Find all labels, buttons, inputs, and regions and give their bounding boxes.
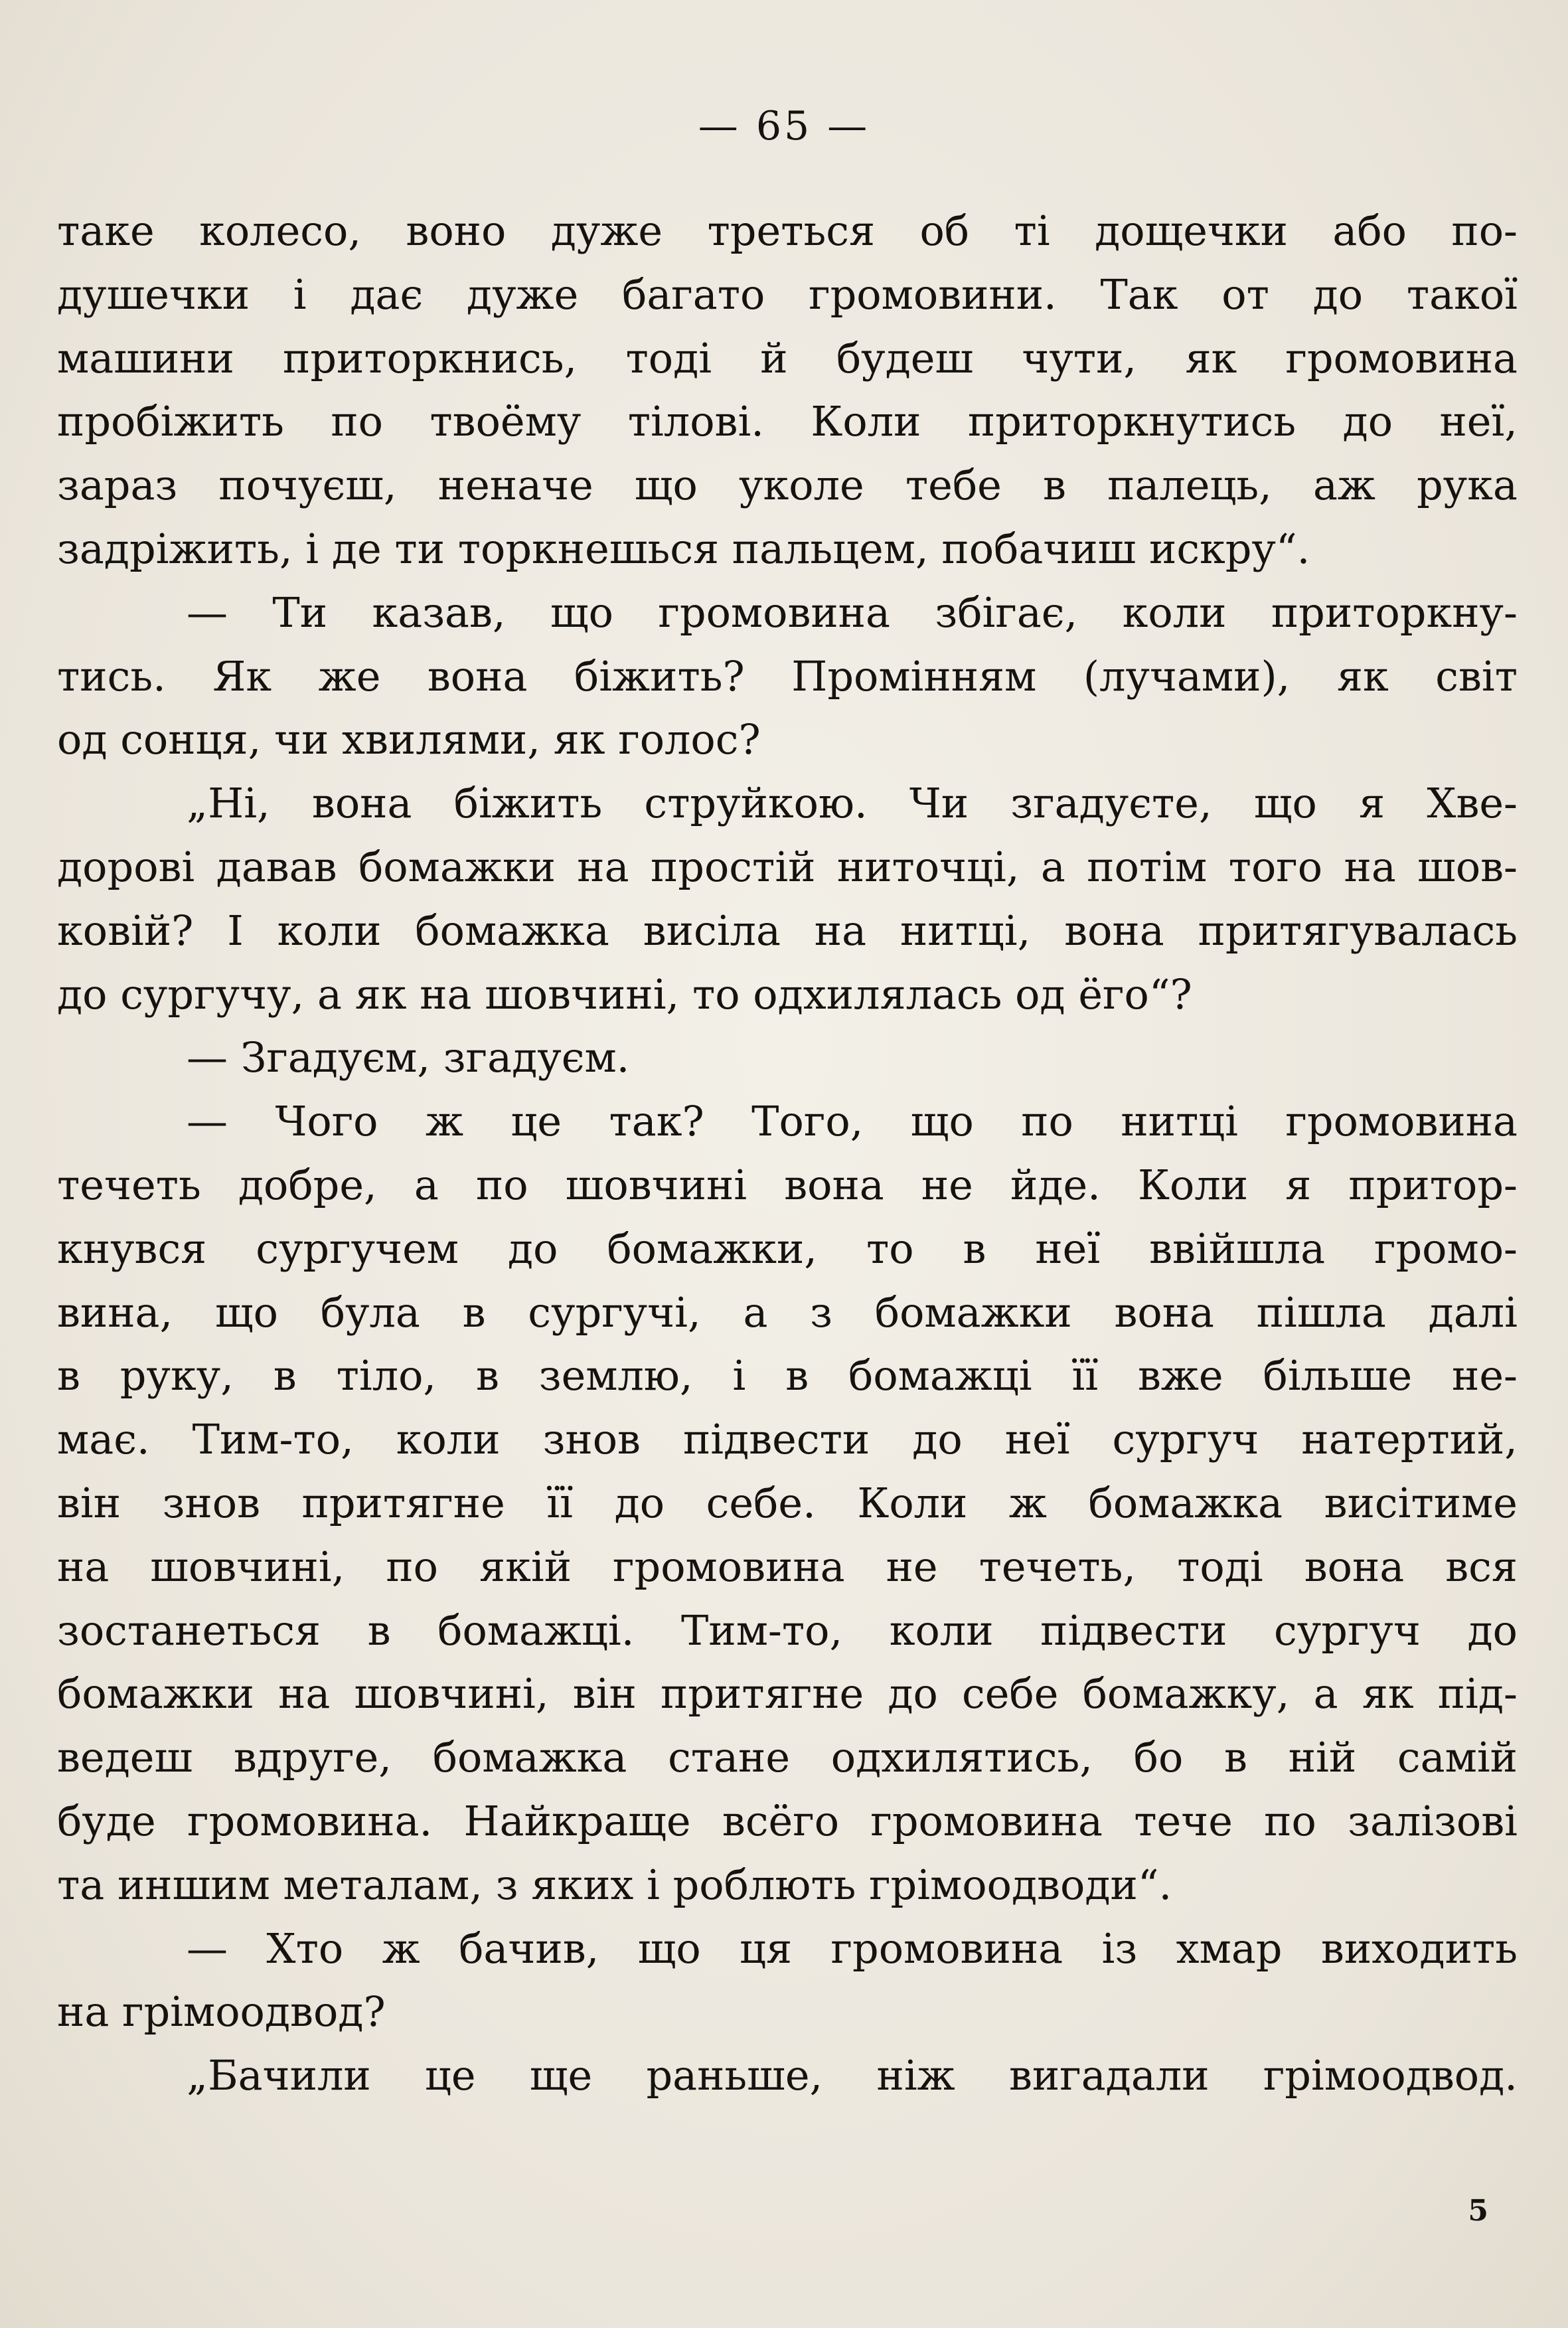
text-line: — Згадуєм, згадуєм. bbox=[187, 1033, 630, 1082]
text-line: має. Тим-то, коли знов підвести до неї сургуч натертий, bbox=[57, 1415, 1518, 1464]
text-line: „Бачили це ще раньше, ніж вигадали грімоодвод. bbox=[187, 2051, 1518, 2100]
text-line: та иншим металам, з яких і роблють грімоодводи“. bbox=[57, 1860, 1172, 1909]
text-line: машини приторкнись, тоді й будеш чути, як громовина bbox=[57, 333, 1518, 382]
text-line: — Ти казав, що громовина збігає, коли приторкну- bbox=[187, 588, 1518, 637]
text-line: на грімоодвод? bbox=[57, 1987, 386, 2037]
text-line: душечки і дає дуже багато громовини. Так от до такої bbox=[57, 270, 1518, 319]
text-line: в руку, в тіло, в землю, і в бомажці її вже більше не- bbox=[57, 1351, 1518, 1400]
body-text bbox=[57, 199, 1518, 2108]
page-number: — 65 — bbox=[698, 103, 870, 149]
text-line: „Ні, вона біжить струйкою. Чи згадуєте, що я Хве- bbox=[187, 779, 1518, 828]
text-line: од сонця, чи хвилями, як голос? bbox=[57, 715, 761, 764]
text-line: він знов притягне її до себе. Коли ж бомажка висітиме bbox=[57, 1478, 1518, 1527]
text-line: — Чого ж це так? Того, що по нитці громовина bbox=[187, 1097, 1518, 1146]
text-line: на шовчині, по якій громовина не течеть, тоді вона вся bbox=[57, 1542, 1518, 1591]
text-line: до сургучу, а як на шовчині, то одхилялась од ёго“? bbox=[57, 969, 1192, 1019]
text-line: вина, що була в сургучі, а з бомажки вона пішла далі bbox=[57, 1288, 1518, 1337]
text-line: ковій? І коли бомажка висіла на нитці, вона притягувалась bbox=[57, 906, 1518, 955]
text-line: пробіжить по твоёму тілові. Коли приторкнутись до неї, bbox=[57, 397, 1518, 446]
text-line: бомажки на шовчині, він притягне до себе бомажку, а як під- bbox=[57, 1669, 1518, 1718]
text-line: ведеш вдруге, бомажка стане одхилятись, бо в ній самій bbox=[57, 1733, 1518, 1782]
signature-mark: 5 bbox=[1468, 2194, 1488, 2228]
text-line: зостанеться в бомажці. Тим-то, коли підвести сургуч до bbox=[57, 1606, 1518, 1655]
text-line: буде громовина. Найкраще всёго громовина тече по залізові bbox=[57, 1796, 1518, 1845]
text-line: таке колесо, воно дуже треться об ті дощечки або по- bbox=[57, 207, 1518, 255]
text-line: течеть добре, а по шовчині вона не йде. Коли я притор- bbox=[57, 1160, 1518, 1209]
text-line: дорові давав бомажки на простій ниточці, а потім того на шов- bbox=[57, 842, 1518, 891]
text-line: — Хто ж бачив, що ця громовина із хмар виходить bbox=[187, 1924, 1518, 1973]
text-line: кнувся сургучем до бомажки, то в неї ввійшла громо- bbox=[57, 1224, 1518, 1273]
text-line: тись. Як же вона біжить? Промінням (лучами), як світ bbox=[57, 651, 1518, 701]
text-line: зараз почуєш, неначе що уколе тебе в палець, аж рука bbox=[57, 461, 1518, 510]
text-line: задріжить, і де ти торкнешься пальцем, побачиш искру“. bbox=[57, 524, 1310, 573]
